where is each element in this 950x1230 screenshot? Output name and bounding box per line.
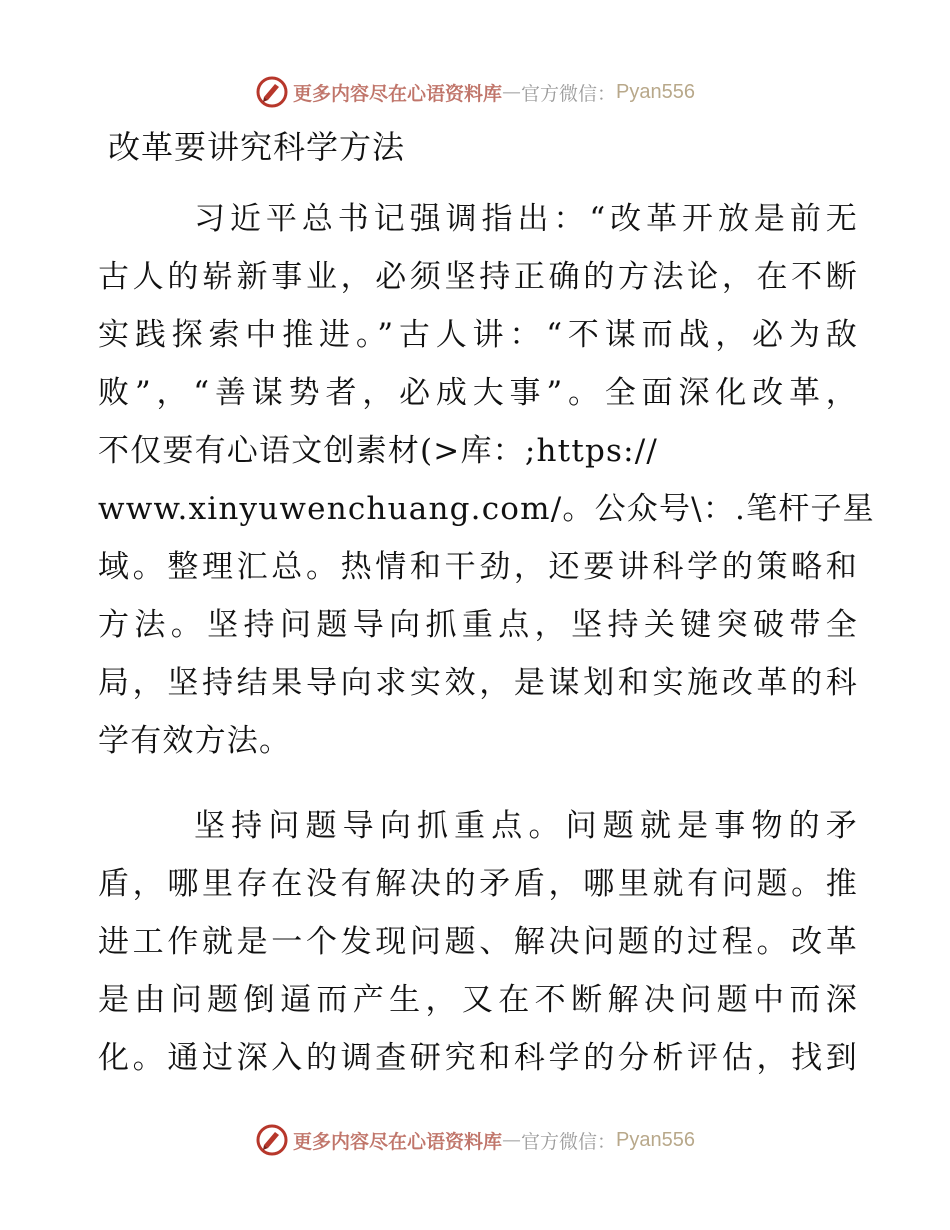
watermark-id: Pyan556 xyxy=(616,1128,695,1151)
watermark-brand: 更多内容尽在心语资料库 xyxy=(293,1130,503,1153)
paragraph-line: 方法。坚持问题导向抓重点，坚持关键突破带全 xyxy=(98,607,858,643)
watermark-sub: 官方微信： xyxy=(521,1130,617,1153)
watermark-brand: 更多内容尽在心语资料库 xyxy=(293,82,503,105)
watermark-separator: — xyxy=(502,81,522,103)
paragraph-line: 实践探索中推进。”古人讲：“不谋而战，必为敌 xyxy=(98,317,858,353)
paragraph-line: www.xinyuwenchuang.com/。公众号\：.笔杆子星 xyxy=(98,491,875,527)
watermark-id: Pyan556 xyxy=(616,80,695,103)
paragraph-line: 坚持问题导向抓重点。问题就是事物的矛 xyxy=(194,808,858,844)
watermark-logo-icon xyxy=(255,1123,289,1157)
paragraph-line: 化。通过深入的调查研究和科学的分析评估，找到 xyxy=(98,1040,858,1076)
paragraph-line: 古人的崭新事业，必须坚持正确的方法论，在不断 xyxy=(98,259,858,295)
paragraph-line: 盾，哪里存在没有解决的矛盾，哪里就有问题。推 xyxy=(98,866,858,902)
watermark-footer xyxy=(0,1120,950,1160)
paragraph-line: 进工作就是一个发现问题、解决问题的过程。改革 xyxy=(98,924,858,960)
paragraph-line: 不仅要有心语文创素材(>库：;https:// xyxy=(98,433,659,469)
watermark-sub: 官方微信： xyxy=(521,82,617,105)
document-title: 改革要讲究科学方法 xyxy=(108,128,406,166)
paragraph-line: 学有效方法。 xyxy=(98,723,292,759)
paragraph-line: 是由问题倒逼而产生，又在不断解决问题中而深 xyxy=(98,982,858,1018)
watermark-logo-icon xyxy=(255,75,289,109)
paragraph-1 xyxy=(98,190,875,770)
paragraph-line: 域。整理汇总。热情和干劲，还要讲科学的策略和 xyxy=(98,549,858,585)
watermark-header xyxy=(0,72,950,112)
paragraph-line: 局，坚持结果导向求实效，是谋划和实施改革的科 xyxy=(98,665,858,701)
paragraph-line: 败”，“善谋势者，必成大事”。全面深化改革， xyxy=(98,375,858,411)
paragraph-line: 习近平总书记强调指出：“改革开放是前无 xyxy=(194,201,858,237)
paragraph-2 xyxy=(98,797,858,1087)
watermark-separator: — xyxy=(502,1129,522,1151)
